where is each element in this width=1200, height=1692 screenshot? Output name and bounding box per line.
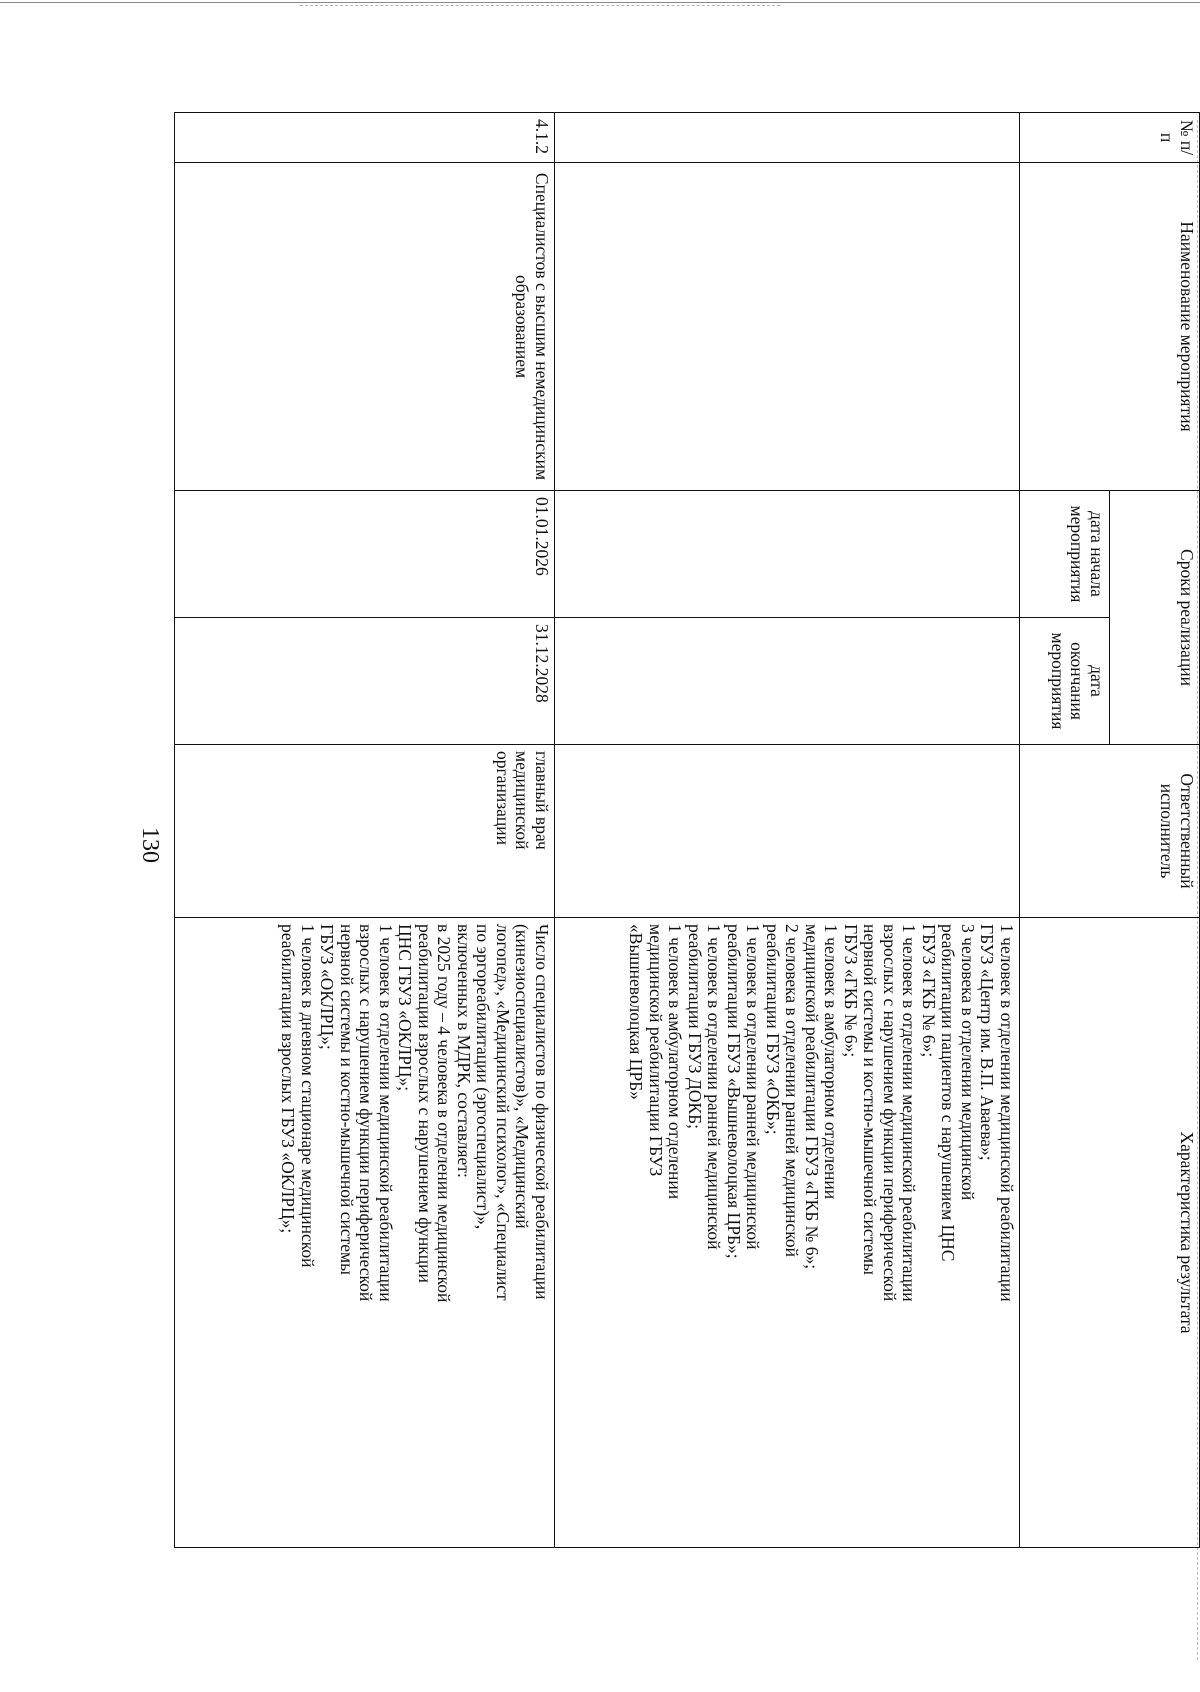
result-line: реабилитации ГБУЗ ДОКБ;: [685, 924, 705, 1129]
result-line: медицинской реабилитации ГБУЗ: [646, 924, 666, 1177]
scan-top-edge-line: [0, 2, 1200, 3]
result-line: 1 человек в дневном стационаре медицинской: [298, 924, 318, 1268]
result-line: 1 человек в отделении медицинской реабилитации: [376, 924, 396, 1302]
result-line: ГБУЗ «ОКЛРЦ»;: [317, 924, 338, 1050]
cell-start-date: [555, 491, 1020, 618]
result-line: 1 человек в амбулаторном отделении: [665, 924, 686, 1200]
cell-num: 4.1.2: [175, 113, 555, 163]
header-start-date: дата начала мероприятия: [1020, 491, 1110, 618]
result-line: нервной системы и костно-мышечной системы: [337, 924, 357, 1275]
cell-name: [555, 163, 1020, 491]
result-line: 1 человек в отделении ранней медицинской: [743, 924, 764, 1250]
cell-result: [555, 918, 1020, 1548]
result-line: 1 человек в отделении медицинской реабилитации: [899, 924, 920, 1302]
measures-table: [174, 112, 1200, 1548]
result-line: медицинской реабилитации ГБУЗ «ГКБ № 6»;: [802, 924, 822, 1270]
cell-responsible: главный врач медицинской организации: [175, 745, 555, 918]
result-line: в 2025 году – 4 человека в отделении медицинской: [434, 924, 455, 1303]
result-line: 1 человек в отделении медицинской реабилитации: [997, 924, 1017, 1302]
result-line: реабилитации взрослых ГБУЗ «ОКЛРЦ»;: [278, 924, 299, 1234]
cell-end-date: [555, 618, 1020, 745]
result-line: 3 человека в отделении медицинской: [958, 924, 978, 1201]
scan-top-faint-line: [300, 5, 780, 6]
cell-responsible: [555, 745, 1020, 918]
result-line: (кинезиоспециалистов)», «Медицинский: [512, 924, 533, 1229]
result-line: Число специалистов по физической реабилитации: [532, 924, 552, 1300]
result-line: ГБУЗ «ГКБ № 6»;: [919, 924, 939, 1058]
result-line: 1 человек в отделении ранней медицинской: [704, 924, 725, 1250]
result-line: 1 человек в амбулаторном отделении: [821, 924, 842, 1200]
result-line: реабилитации пациентов с нарушением ЦНС: [938, 924, 959, 1262]
cell-name: Специалистов с высшим немедицинским образованием: [175, 163, 555, 491]
table-row: [175, 113, 555, 1548]
result-line: ЦНС ГБУЗ «ОКЛРЦ»;: [395, 924, 416, 1092]
header-end-date: дата окончания мероприятия: [1020, 618, 1110, 745]
result-line: ГБУЗ «ГКБ № 6»;: [841, 924, 861, 1058]
result-line: по эргореабилитации (эргоспециалист)»,: [473, 924, 494, 1230]
cell-start-date: 01.01.2026: [175, 491, 555, 618]
table-row: [555, 113, 1020, 1548]
result-line: «Вышневолоцкая ЦРБ»: [626, 924, 647, 1100]
page-number: 130: [137, 827, 163, 863]
header-terms: Сроки реализации: [1110, 491, 1200, 745]
result-line: включенных в МДРК, составляет:: [454, 924, 474, 1178]
header-result: Характеристика результата: [1020, 918, 1200, 1548]
result-line: ГБУЗ «Центр им. В.П. Аваева»;: [977, 924, 998, 1161]
result-line: 2 человека в отделении ранней медицинской: [782, 924, 803, 1257]
result-line: реабилитации взрослых с нарушением функции: [415, 924, 435, 1283]
result-line: взрослых с нарушением функции периферической: [356, 924, 377, 1302]
rotated-table-wrapper: [175, 112, 1200, 1547]
cell-end-date: 31.12.2028: [175, 618, 555, 745]
result-line: реабилитации ГБУЗ «ОКБ»;: [763, 924, 783, 1135]
header-num: № п/п: [1020, 113, 1200, 163]
result-line: реабилитации ГБУЗ «Вышневолоцкая ЦРБ»;: [724, 924, 744, 1259]
header-name: Наименование мероприятия: [1020, 163, 1200, 491]
result-line: взрослых с нарушением функции периферической: [880, 924, 900, 1302]
result-line: нервной системы и костно-мышечной системы: [860, 924, 881, 1275]
table-header: [1020, 113, 1200, 1548]
cell-num: [555, 113, 1020, 163]
header-responsible: Ответственный исполнитель: [1020, 745, 1200, 918]
cell-result: [175, 918, 555, 1548]
result-line: логопед», «Медицинский психолог», «Специалист: [493, 924, 513, 1301]
